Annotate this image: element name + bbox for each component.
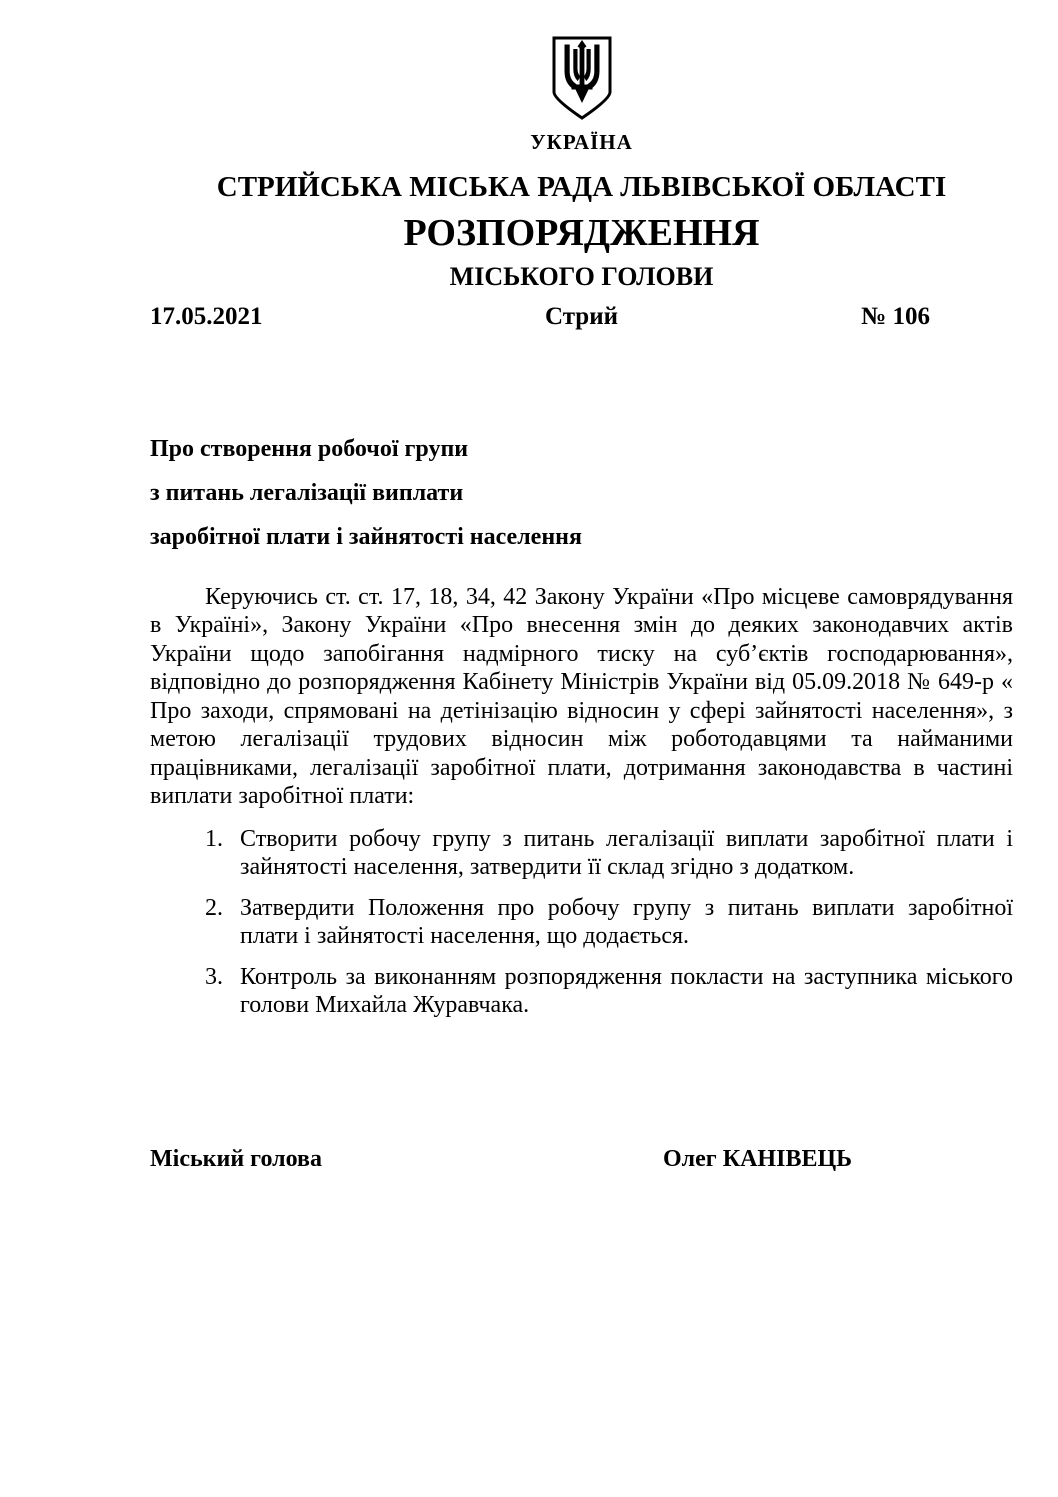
document-place: Стрий [544,302,619,330]
document-subtype-title: МІСЬКОГО ГОЛОВИ [449,262,714,292]
document-date: 17.05.2021 [150,302,263,330]
list-item-3-number: 3. [205,963,223,990]
list-item-2 [150,894,1013,951]
list-item-1 [150,825,1013,882]
meta-row [150,302,1013,331]
coat-of-arms [150,36,1013,120]
document-body [150,583,1013,1020]
signatory-name: Олег КАНІВЕЦЬ [663,1145,852,1172]
preamble-paragraph: Керуючись ст. ст. 17, 18, 34, 42 Закону України «Про місцеве самоврядування в Україні», Закону України «Про внесення змін до деяких законодавчих актів України щодо запобігання надмірного тиску на суб’єктів господарювання», відповідно до розпорядження Кабінету Міністрів України від 05.09.2018 № 649-р « Про заходи, спрямовані на детінізацію відносин у сфері зайнятості населення», з метою легалізації трудових відносин між роботодавцями та найманими працівниками, легалізації заробітної плати, дотримання законодавства в частині виплати заробітної плати: [150,583,1013,810]
list-item-2-number: 2. [205,894,223,921]
organization-name: СТРИЙСЬКА МІСЬКА РАДА ЛЬВІВСЬКОЇ ОБЛАСТІ [216,171,947,203]
list-item-3 [150,963,1013,1020]
list-item-1-number: 1. [205,825,223,852]
ukraine-trident-icon [552,36,612,120]
subject-line-3: заробітної плати і зайнятості населення [150,523,582,550]
subject-line-2: з питань легалізації виплати [150,479,464,506]
list-item-3-text: Контроль за виконанням розпорядження покласти на заступника міського голови Михайла Журавчака. [240,963,1013,1019]
list-item-1-text: Створити робочу групу з питань легалізації виплати заробітної плати і зайнятості населення, затвердити її склад згідно з додатком. [240,825,1013,881]
ordered-list [150,825,1013,1020]
document-type-title: РОЗПОРЯДЖЕННЯ [403,212,760,255]
list-item-2-text: Затвердити Положення про робочу групу з питань виплати заробітної плати і зайнятості населення, що додається. [240,894,1013,950]
document-header [150,36,1013,331]
document-number: № 106 [861,302,930,330]
subject-block [150,427,1013,559]
signatory-title: Міський голова [150,1145,322,1172]
country-name: УКРАЇНА [530,130,633,154]
subject-line-1: Про створення робочої групи [150,435,469,462]
signature-row [150,1146,1013,1173]
